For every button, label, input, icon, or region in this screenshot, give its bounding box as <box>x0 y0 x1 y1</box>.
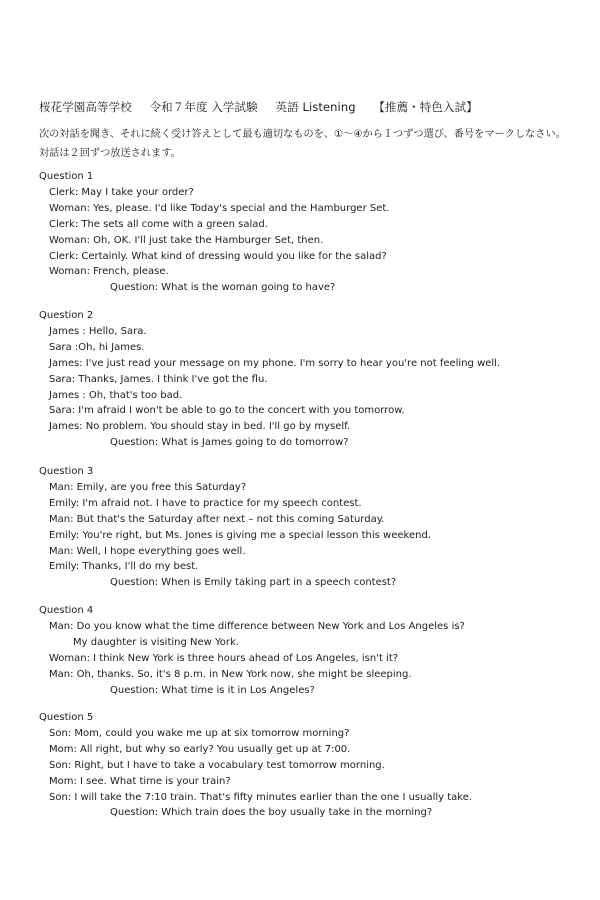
exam-name: 令和７年度 入学試験 <box>149 100 258 114</box>
question-prompt: Question: What is James going to do tomorrow? <box>110 437 349 449</box>
dialogue-line: Clerk: Certainly. What kind of dressing would you like for the salad? <box>49 250 387 262</box>
dialogue-line: Sara: I'm afraid I won't be able to go to the concert with you tomorrow. <box>49 405 405 417</box>
dialogue-line: Mom: All right, but why so early? You usually get up at 7:00. <box>49 743 351 755</box>
question-block <box>39 603 579 698</box>
question-prompt: Question: What is the woman going to have? <box>110 282 336 294</box>
question-heading: Question 4 <box>39 605 94 616</box>
dialogue-line: Clerk: The sets all come with a green salad. <box>49 218 268 230</box>
dialogue-line: Emily: You're right, but Ms. Jones is giving me a special lesson this weekend. <box>49 529 431 541</box>
subject-name: 英語 Listening <box>275 100 356 114</box>
question-heading: Question 5 <box>39 712 94 723</box>
dialogue-line: Clerk: May I take your order? <box>49 187 194 198</box>
dialogue-line: Man: Oh, thanks. So, it's 8 p.m. in New York now, she might be sleeping. <box>49 668 412 680</box>
instructions: 次の対話を聞き、それに続く受け答えとして最も適切なものを、①～④から１つずつ選び、番号をマークしなさい。対話は２回ずつ放送されます。 <box>39 129 566 159</box>
question-block <box>39 308 579 451</box>
dialogue-line: My daughter is visiting New York. <box>73 636 239 648</box>
dialogue-line: James: I've just read your message on my phone. I'm sorry to hear you're not feeling well. <box>49 357 501 369</box>
dialogue-line: Man: Do you know what the time difference between New York and Los Angeles is? <box>49 621 465 632</box>
dialogue-line: Son: Right, but I have to take a vocabulary test tomorrow morning. <box>49 759 385 771</box>
question-heading: Question 3 <box>39 466 94 477</box>
dialogue-line: Woman: Yes, please. I'd like Today's special and the Hamburger Set. <box>49 202 390 214</box>
question-prompt: Question: When is Emily taking part in a speech contest? <box>110 577 397 589</box>
dialogue-line: Sara: Thanks, James. I think I've got the flu. <box>49 373 268 385</box>
dialogue-line: Sara :Oh, hi James. <box>49 341 145 353</box>
dialogue-line: James: No problem. You should stay in bed. I'll go by myself. <box>49 421 351 433</box>
dialogue-line: Man: Emily, are you free this Saturday? <box>49 482 247 493</box>
dialogue-line: Emily: Thanks, I'll do my best. <box>49 561 199 573</box>
dialogue-line: Woman: I think New York is three hours ahead of Los Angeles, isn't it? <box>49 652 399 664</box>
question-prompt: Question: What time is it in Los Angeles? <box>110 684 315 696</box>
question-heading: Question 2 <box>39 310 94 321</box>
dialogue-line: James : Hello, Sara. <box>49 326 147 337</box>
question-block <box>39 169 579 296</box>
dialogue-line: James : Oh, that's too bad. <box>49 389 183 401</box>
page-title <box>39 99 492 115</box>
question-block <box>39 464 579 591</box>
dialogue-line: Son: Mom, could you wake me up at six tomorrow morning? <box>49 728 350 739</box>
dialogue-line: Son: I will take the 7:10 train. That's fifty minutes earlier than the one I usually take. <box>49 791 473 803</box>
dialogue-line: Man: But that's the Saturday after next – not this coming Saturday. <box>49 513 385 525</box>
question-prompt: Question: Which train does the boy usually take in the morning? <box>110 807 433 819</box>
dialogue-line: Woman: Oh, OK. I'll just take the Hamburger Set, then. <box>49 234 324 246</box>
question-heading: Question 1 <box>39 171 94 182</box>
exam-type: 【推薦・特色入試】 <box>373 100 478 114</box>
dialogue-line: Woman: French, please. <box>49 266 169 278</box>
dialogue-line: Man: Well, I hope everything goes well. <box>49 545 246 557</box>
question-block <box>39 710 579 821</box>
dialogue-line: Mom: I see. What time is your train? <box>49 775 231 787</box>
dialogue-line: Emily: I'm afraid not. I have to practice for my speech contest. <box>49 497 362 509</box>
school-name: 桜花学園高等学校 <box>39 100 132 114</box>
